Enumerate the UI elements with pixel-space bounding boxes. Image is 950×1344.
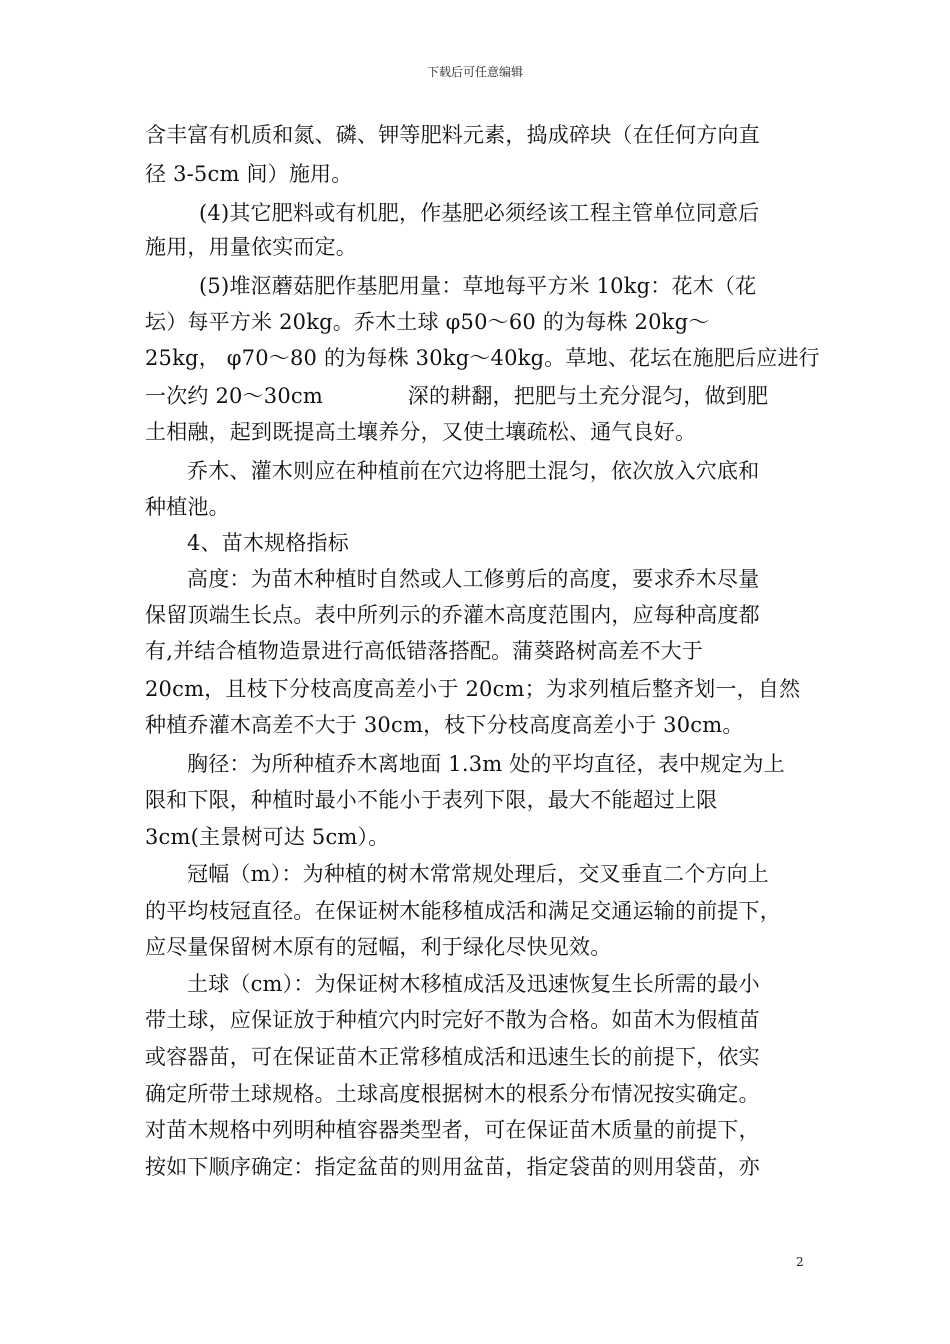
text-line: 土相融，起到既提高土壤养分，又使土壤疏松、通气良好。 (145, 420, 697, 444)
text-line: 胸径：为所种植乔木离地面 1.3m 处的平均直径，表中规定为上 (187, 752, 785, 776)
text-line: 25kg， φ70～80 的为每株 30kg～40kg。草地、花坛在施肥后应进行 (145, 346, 820, 370)
text-line: (4)其它肥料或有机肥，作基肥必须经该工程主管单位同意后 (199, 201, 760, 225)
text-line: 乔木、灌木则应在种植前在穴边将肥土混匀，依次放入穴底和 (187, 459, 760, 483)
text-line: 4、苗木规格指标 (187, 531, 349, 555)
text-line: 坛）每平方米 20kg。乔木土球 φ50～60 的为每株 20kg～ (145, 310, 710, 334)
text-line: 径 3-5cm 间）施用。 (145, 162, 353, 186)
text-line: 高度：为苗木种植时自然或人工修剪后的高度，要求乔木尽量 (187, 567, 760, 591)
text-line: 种植乔灌木高差不大于 30cm，枝下分枝高度高差小于 30cm。 (145, 713, 744, 737)
page-number: 2 (796, 1255, 804, 1269)
text-line: 20cm，且枝下分枝高度高差小于 20cm；为求列植后整齐划一，自然 (145, 677, 801, 701)
text-line: 施用，用量依实而定。 (145, 235, 357, 259)
text-line: 确定所带土球规格。土球高度根据树木的根系分布情况按实确定。 (145, 1082, 760, 1106)
text-line: 土球（cm）：为保证树木移植成活及迅速恢复生长所需的最小 (187, 972, 760, 996)
text-line: 一次约 20～30cm 深的耕翻，把肥与土充分混匀，做到肥 (145, 384, 769, 408)
text-line: 种植池。 (145, 495, 230, 519)
text-line: 保留顶端生长点。表中所列示的乔灌木高度范围内，应每种高度都 (145, 603, 760, 627)
text-line: 3cm(主景树可达 5cm）。 (145, 825, 390, 849)
text-line: 的平均枝冠直径。在保证树木能移植成活和满足交通运输的前提下， (145, 899, 781, 923)
text-line: 冠幅（m）：为种植的树木常常规处理后，交叉垂直二个方向上 (187, 862, 770, 886)
page-header: 下载后可任意编辑 (426, 65, 523, 79)
text-line: 带土球，应保证放于种植穴内时完好不散为合格。如苗木为假植苗 (145, 1008, 760, 1032)
text-line: (5)堆沤蘑菇肥作基肥用量：草地每平方米 10kg：花木（花 (199, 274, 757, 298)
text-line: 按如下顺序确定：指定盆苗的则用盆苗，指定袋苗的则用袋苗，亦 (145, 1155, 760, 1179)
text-line: 对苗木规格中列明种植容器类型者，可在保证苗木质量的前提下， (145, 1118, 760, 1142)
text-line: 或容器苗，可在保证苗木正常移植成活和迅速生长的前提下，依实 (145, 1045, 760, 1069)
text-line: 含丰富有机质和氮、磷、钾等肥料元素，捣成碎块（在任何方向直 (145, 123, 760, 147)
text-line: 限和下限，种植时最小不能小于表列下限，最大不能超过上限 (145, 788, 718, 812)
text-line: 应尽量保留树木原有的冠幅，利于绿化尽快见效。 (145, 935, 612, 959)
text-line: 有,并结合植物造景进行高低错落搭配。蒲葵路树高差不大于 (145, 639, 704, 663)
